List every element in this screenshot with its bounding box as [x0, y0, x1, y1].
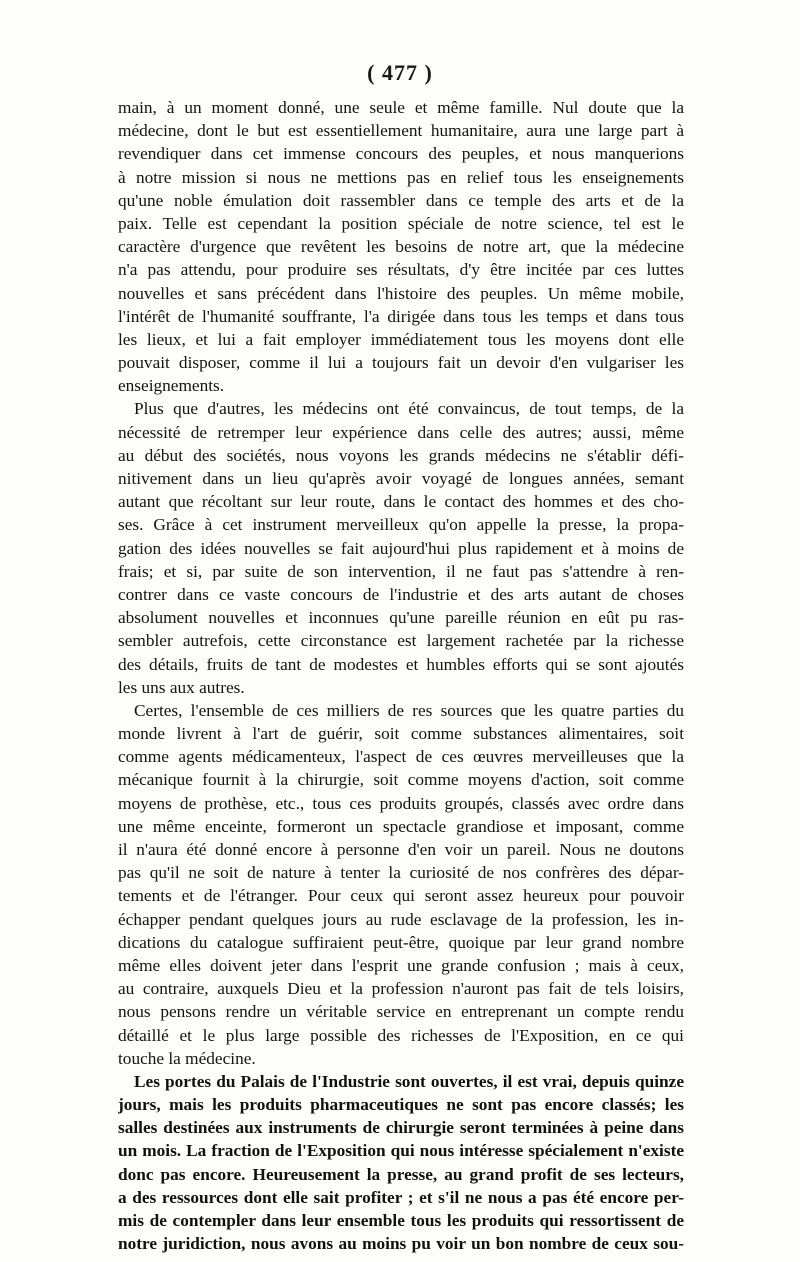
text-line: dications du catalogue suffiraient peut-être, quoique par leur grand nombre [118, 932, 684, 952]
text-line: enseignements. [118, 376, 225, 396]
text-line: les uns aux autres. [118, 677, 245, 697]
text-line: nitivement dans un lieu qu'après avoir voyagé de longues années, semant [118, 469, 684, 488]
text-line: mis de contempler dans leur ensemble tous les produits qui ressortissent de [118, 1211, 684, 1230]
text-line: nouvelles et sans précédent dans l'histoire des peuples. Un même mobile, [118, 283, 684, 303]
text-line: même elles doivent jeter dans l'esprit une grande confusion ; mais à ceux, [118, 955, 684, 975]
page-number: ( 477 ) [367, 60, 433, 85]
text-line: l'intérêt de l'humanité souffrante, l'a dirigée dans tous les temps et dans tous [118, 306, 684, 326]
text-line: sembler autrefois, cette circonstance est largement rachetée par la richesse [118, 631, 684, 651]
text-line: mécanique fournit à la chirurgie, soit comme moyens d'action, soit comme [118, 770, 684, 790]
text-line: ses. Grâce à cet instrument merveilleux qu'on appelle la presse, la propa- [118, 515, 684, 535]
text-line: un mois. La fraction de l'Exposition qui nous intéresse spécialement n'existe [118, 1141, 684, 1161]
paragraph-4 [118, 1070, 684, 1256]
text-line: a des ressources dont elle sait profiter ; et s'il ne nous a pas été encore per- [118, 1187, 684, 1207]
text-line: échapper pendant quelques jours au rude esclavage de la profession, les in- [118, 909, 684, 929]
text-line: donc pas encore. Heureusement la presse, au grand profit de ses lecteurs, [118, 1164, 684, 1184]
text-line: revendiquer dans cet immense concours des peuples, et nous manquerions [118, 144, 684, 164]
text-line: touche la médecine. [118, 1048, 256, 1068]
text-line: Plus que d'autres, les médecins ont été convaincus, de tout temps, de la [134, 399, 684, 419]
text-line: nous pensons rendre un véritable service en entreprenant un compte rendu [118, 1002, 684, 1022]
paragraph-3 [118, 699, 684, 1070]
text-line: notre juridiction, nous avons au moins pu voir un bon nombre de ceux sou- [118, 1234, 684, 1254]
text-line: médecine, dont le but est essentiellement humanitaire, aura une large part à [118, 121, 684, 141]
text-line: main, à un moment donné, une seule et même famille. Nul doute que la [118, 98, 684, 117]
paragraph-1 [118, 96, 684, 397]
text-line: au contraire, auxquels Dieu et la profession n'auront pas fait de tels loisirs, [118, 979, 684, 999]
body-text [118, 96, 684, 1255]
text-line: caractère d'urgence que revêtent les besoins de notre art, que la médecine [118, 237, 684, 257]
text-line: une même enceinte, formeront un spectacle grandiose et imposant, comme [118, 816, 684, 836]
text-line: Les portes du Palais de l'Industrie sont ouvertes, il est vrai, depuis quinze [134, 1071, 684, 1091]
text-line: paix. Telle est cependant la position spéciale de notre science, tel est le [118, 213, 684, 233]
text-line: jours, mais les produits pharmaceutiques ne sont pas encore classés; les [118, 1095, 684, 1115]
text-line: comme agents médicamenteux, l'aspect de ces œuvres merveilleuses que la [118, 747, 684, 767]
text-line: n'a pas attendu, pour produire ses résultats, d'y être incitée par ces luttes [118, 260, 684, 280]
text-line: pouvait disposer, comme il lui a toujours fait un devoir d'en vulgariser les [118, 353, 684, 373]
text-line: frais; et si, par suite de son intervention, il ne faut pas s'attendre à ren- [118, 561, 684, 581]
text-line: nécessité de retremper leur expérience dans celle des autres; aussi, même [118, 422, 684, 442]
text-line: au début des sociétés, nous voyons les grands médecins ne s'établir défi- [118, 445, 684, 465]
text-line: Certes, l'ensemble de ces milliers de res sources que les quatre parties du [134, 700, 684, 720]
text-line: détaillé et le plus large possible des richesses de l'Exposition, en ce qui [118, 1025, 684, 1045]
text-line: moyens de prothèse, etc., tous ces produits groupés, classés avec ordre dans [118, 793, 684, 813]
text-line: gation des idées nouvelles se fait aujourd'hui plus rapidement et à moins de [118, 538, 684, 558]
paragraph-2 [118, 397, 684, 698]
text-line: les lieux, et lui a fait employer immédiatement tous les moyens dont elle [118, 329, 684, 349]
text-line: tements et de l'étranger. Pour ceux qui seront assez heureux pour pouvoir [118, 886, 684, 906]
text-line: pas qu'il ne soit de nature à tenter la curiosité de nos confrères des dépar- [118, 863, 684, 883]
text-line: contrer dans ce vaste concours de l'industrie et des arts autant de choses [118, 584, 684, 604]
text-line: monde livrent à l'art de guérir, soit comme substances alimentaires, soit [118, 724, 684, 744]
text-line: à notre mission si nous ne mettions pas en relief tous les enseignements [118, 167, 684, 187]
text-line: des détails, fruits de tant de modestes et humbles efforts qui se sont ajoutés [118, 654, 684, 674]
text-line: il n'aura été donné encore à personne d'en voir un pareil. Nous ne doutons [118, 840, 684, 859]
text-line: absolument nouvelles et inconnues qu'une pareille réunion en eût pu ras- [118, 608, 684, 628]
text-line: autant que récoltant sur leur route, dans le contact des hommes et des cho- [118, 492, 684, 512]
text-line: salles destinées aux instruments de chirurgie seront terminées à peine dans [118, 1118, 684, 1138]
text-line: qu'une noble émulation doit rassembler dans ce temple des arts et de la [118, 190, 684, 210]
